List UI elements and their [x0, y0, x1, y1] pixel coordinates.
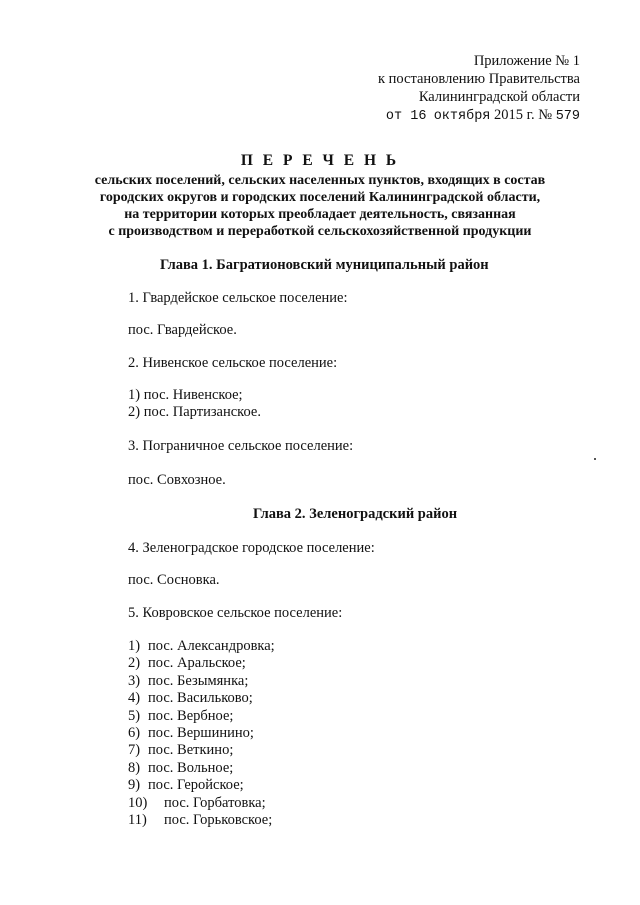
appendix-number: Приложение № 1: [473, 53, 580, 69]
list-item-text: пос. Васильково;: [148, 690, 253, 707]
list-item: [128, 777, 275, 794]
appendix-header: [330, 52, 580, 126]
list-item-number: 3): [128, 672, 141, 689]
appendix-date-line: [330, 106, 580, 126]
list-item: [128, 812, 275, 829]
list-item: [128, 708, 275, 725]
list-item-text: пос. Вершинино;: [148, 725, 254, 742]
list-item-text: пос. Горбатовка;: [164, 794, 266, 811]
chapter-1-title: Глава 1. Багратионовский муниципальный район: [160, 257, 489, 273]
list-item-text: пос. Геройское;: [148, 777, 244, 794]
section-4-title: 4. Зеленоградское городское поселение:: [128, 540, 375, 556]
list-item: [128, 742, 275, 759]
section-1-title: 1. Гвардейское сельское поселение:: [128, 290, 348, 306]
list-item-number: 7): [128, 742, 141, 759]
list-item: 1) пос. Нивенское;: [128, 387, 243, 403]
list-item-text: пос. Александровка;: [148, 638, 275, 654]
section-1-item: пос. Гвардейское.: [128, 322, 237, 338]
section-2-list: [128, 387, 261, 422]
document-title: [60, 150, 580, 240]
list-item: [128, 690, 275, 707]
chapter-2-title: Глава 2. Зеленоградский район: [253, 506, 458, 522]
list-item-number: 6): [128, 725, 141, 742]
list-item: [128, 638, 275, 655]
list-item: [128, 673, 275, 690]
title-line: городских округов и городских поселений Калининградской области,: [99, 190, 541, 205]
title-line: на территории которых преобладает деятельность, связанная: [124, 207, 516, 222]
appendix-date-year: 2015 г. №: [494, 107, 553, 123]
list-item-number: 4): [128, 690, 141, 707]
list-item: [128, 795, 275, 812]
list-item-number: 11): [128, 812, 147, 829]
list-item: [128, 760, 275, 777]
list-item-number: 8): [128, 759, 141, 776]
section-3-title: 3. Пограничное сельское поселение:: [128, 438, 354, 454]
list-item-number: 1): [128, 638, 141, 654]
list-item-text: пос. Аральское;: [148, 655, 246, 672]
section-5-title: 5. Ковровское сельское поселение:: [128, 605, 343, 621]
appendix-decree: к постановлению Правительства: [378, 71, 580, 87]
list-item-text: пос. Вербное;: [148, 707, 234, 724]
section-2-title: 2. Нивенское сельское поселение:: [128, 355, 338, 371]
appendix-date-month: октября: [433, 109, 491, 124]
title-line: с производством и переработкой сельскохозяйственной продукции: [108, 224, 532, 239]
list-item-text: пос. Вольное;: [148, 759, 234, 776]
list-item-number: 10): [128, 794, 148, 811]
section-5-list: [128, 638, 275, 829]
appendix-region: Калининградской области: [418, 89, 580, 105]
list-item: [128, 725, 275, 742]
list-item-text: пос. Веткино;: [148, 742, 234, 759]
appendix-date-prefix: от 16: [385, 109, 427, 124]
title-line: сельских поселений, сельских населенных пунктов, входящих в состав: [94, 173, 546, 188]
scan-speck: [594, 458, 596, 460]
appendix-date-number: 579: [555, 109, 580, 124]
list-item-number: 2): [128, 655, 141, 672]
section-4-item: пос. Сосновка.: [128, 572, 220, 588]
list-item-number: 9): [128, 777, 141, 794]
list-item: 2) пос. Партизанское.: [128, 404, 261, 421]
list-item-text: пос. Безымянка;: [148, 672, 249, 689]
title-heading: П Е Р Е Ч Е Н Ь: [240, 152, 400, 169]
section-3-item: пос. Совхозное.: [128, 472, 226, 488]
list-item-number: 5): [128, 707, 141, 724]
list-item-text: пос. Горьковское;: [164, 812, 273, 829]
list-item: [128, 655, 275, 672]
